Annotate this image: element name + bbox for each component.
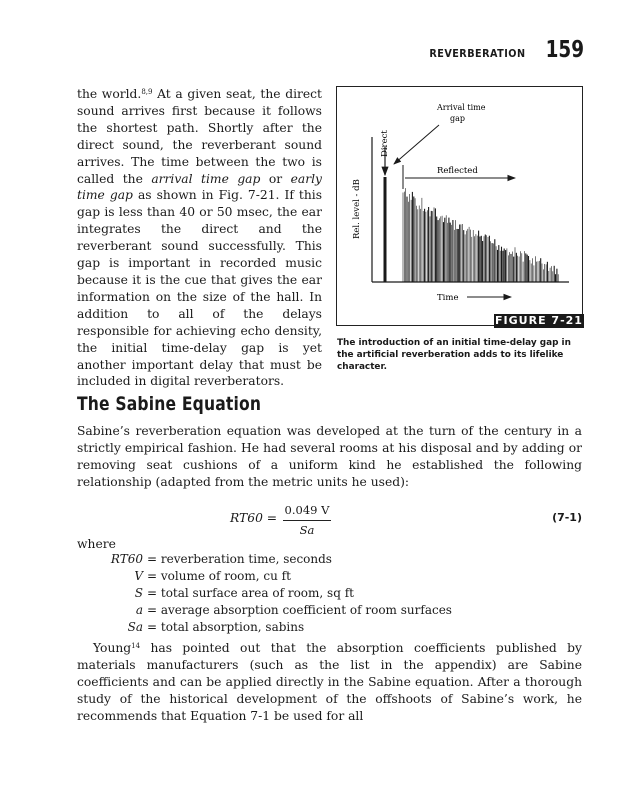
equation-number: (7-1) [552,511,582,524]
section-intro: Sabine’s reverberation equation was developed at the turn of the century in a strictly empirical fashion. He had several rooms at his disposal and by adding or removing seat cushions of a uniform kind he established the following relationship (adapted from the metric units he used): [77,424,582,489]
reflected-label: Reflected [437,166,478,176]
reverb-diagram [337,87,582,325]
equation-numerator: 0.049 V [283,502,331,521]
definition-symbol: RT60 [110,552,143,566]
x-axis-label: Time [437,293,459,303]
equation-7-1 [77,502,582,536]
arrival-gap-label-1: Arrival time [437,103,486,112]
definition-text: = volume of room, cu ft [147,568,291,583]
definition-symbol: a [135,602,143,617]
definition-row [77,602,582,619]
y-axis-label: Rel. level - dB [352,179,362,239]
definition-row [77,585,582,602]
citation-superscript: 8,9 [141,88,153,96]
running-head-section: REVERBERATION [429,48,526,60]
definition-text: = total absorption, sabins [147,619,305,634]
figure-7-21-frame [336,86,583,326]
where-label: where [77,537,116,551]
term-early-time-gap: early time gap [77,171,322,203]
term-arrival-time-gap: arrival time gap [151,171,261,186]
arrival-gap-pointer [394,125,439,164]
figure-caption: The introduction of an initial time-delay gap in the artificial reverberation adds to its lifelike character. [337,338,571,372]
definition-text: = total surface area of room, sq ft [147,585,354,600]
arrival-gap-label-2: gap [450,114,466,123]
running-head [421,37,584,63]
reflection-spikes [403,188,558,282]
direct-label: Direct [380,130,390,157]
section-title: The Sabine Equation [77,393,262,415]
definition-text: = average absorption coefficient of room surfaces [147,602,452,617]
definition-row [77,551,582,568]
definitions-list [77,551,582,636]
definition-row [77,568,582,585]
equation-denominator: Sa [299,522,315,537]
left-column-text [77,86,322,390]
paragraph-arrival-gap: the world.$^{8,9}$ At a given seat, the direct sound arrives first because it follows the shortest path. Shortly after the direct sound, the reverberant sound arrives. The time between the two is called the arrival time gap or early time gap as shown in Fig. 7-21. If this gap is less than 40 or 50 msec, the ear integrates the direct and the reverberant sound successfully. This gap is important in recorded music because it is the cue that gives the ear information on the size of the hall. In addition to all of the delays responsible for achieving echo density, the initial time-delay gap is yet another important delay that must be included in digital reverberators. [77,87,322,389]
equation-fraction [283,502,331,539]
closing-paragraph: Young$^{14}$ has pointed out that the absorption coefficients published by materials manufacturers (such as the list in the appendix) are Sabine coefficients and can be applied directly in the Sabine equation. After a thorough study of the historical development of the offshoots of Sabine’s work, he recommends that Equation 7-1 be used for all [77,641,582,723]
definition-symbol: V [134,568,143,583]
citation-superscript: 14 [131,642,141,650]
page-number: 159 [545,37,584,63]
equation-lhs: RT60 = [230,511,278,525]
figure-label: FIGURE 7-21 [495,314,583,327]
definition-text: = reverberation time, seconds [147,552,332,566]
definition-symbol: S [134,585,143,600]
definition-row [77,619,582,636]
definition-symbol: Sa [127,619,143,634]
